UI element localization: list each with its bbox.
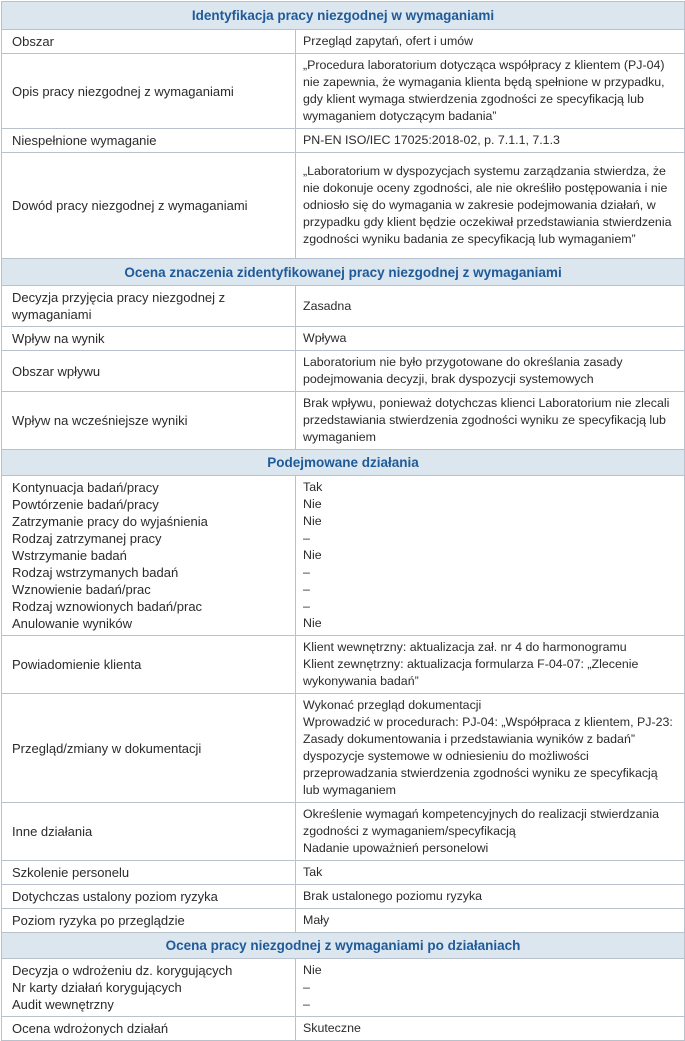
label-inne: Inne działania — [2, 803, 296, 861]
label-dowod: Dowód pracy niezgodnej z wymaganiami — [2, 153, 296, 259]
action-value: – — [303, 599, 310, 613]
other-action-line: Nadanie upoważnień personelowi — [303, 841, 489, 855]
other-action-line: Określenie wymagań kompetencyjnych do realizacji stwierdzania zgodności z wymaganiem/specyfikacją — [303, 807, 660, 838]
section-assessment: Ocena znaczenia zidentyfikowanej pracy niezgodnej z wymaganiami — [2, 259, 685, 286]
label-opis: Opis pracy niezgodnej z wymaganiami — [2, 54, 296, 129]
action-value: Nie — [303, 616, 322, 630]
action-value: – — [303, 565, 310, 579]
action-label: Wstrzymanie badań — [12, 548, 127, 563]
corrective-value: – — [303, 997, 310, 1011]
value-poziom-po: Mały — [296, 909, 685, 933]
actions-labels — [2, 476, 296, 636]
corrective-labels — [2, 959, 296, 1017]
actions-values — [296, 476, 685, 636]
corrective-label: Audit wewnętrzny — [12, 997, 114, 1012]
label-szkolenie: Szkolenie personelu — [2, 861, 296, 885]
documentation-line: Wykonać przegląd dokumentacji — [303, 698, 482, 712]
notification-line: Klient wewnętrzny: aktualizacja zał. nr 4 do harmonogramu — [303, 640, 627, 654]
value-powiadomienie — [296, 636, 685, 694]
corrective-values — [296, 959, 685, 1017]
label-przeglad: Przegląd/zmiany w dokumentacji — [2, 694, 296, 803]
action-label: Rodzaj wstrzymanych badań — [12, 565, 179, 580]
value-szkolenie: Tak — [296, 861, 685, 885]
corrective-label: Decyzja o wdrożeniu dz. korygujących — [12, 963, 233, 978]
action-label: Zatrzymanie pracy do wyjaśnienia — [12, 514, 208, 529]
action-value: Nie — [303, 497, 322, 511]
action-value: – — [303, 582, 310, 596]
action-label: Rodzaj zatrzymanej pracy — [12, 531, 162, 546]
action-label: Rodzaj wznowionych badań/prac — [12, 599, 203, 614]
value-niespelnione: PN-EN ISO/IEC 17025:2018-02, p. 7.1.1, 7.1.3 — [296, 129, 685, 153]
action-value: Tak — [303, 480, 323, 494]
documentation-line: Wprowadzić w procedurach: PJ-04: „Współpraca z klientem, PJ-23: Zasady dokumentowania i przedstawiania wyników z badań” dyspozycje systemowe w odniesieniu do możliwości przeprowadzania stwierdzenia zgodności wyniku ze specyfikacją lub wymaganiem — [303, 715, 673, 797]
value-wplyw-wynik: Wpływa — [296, 327, 685, 351]
label-wplyw-wczesniejsze: Wpływ na wcześniejsze wyniki — [2, 392, 296, 450]
nonconforming-work-table — [1, 1, 685, 1041]
action-value: Nie — [303, 548, 322, 562]
corrective-label: Nr karty działań korygujących — [12, 980, 182, 995]
corrective-value: – — [303, 980, 310, 994]
value-przeglad — [296, 694, 685, 803]
label-poziom-po: Poziom ryzyka po przeglądzie — [2, 909, 296, 933]
value-obszar-wplywu: Laboratorium nie było przygotowane do określania zasady podejmowania decyzji, brak dyspozycji systemowych — [296, 351, 685, 392]
value-obszar: Przegląd zapytań, ofert i umów — [296, 30, 685, 54]
action-label: Powtórzenie badań/pracy — [12, 497, 159, 512]
label-obszar-wplywu: Obszar wpływu — [2, 351, 296, 392]
label-wplyw-wynik: Wpływ na wynik — [2, 327, 296, 351]
value-dowod: „Laboratorium w dyspozycjach systemu zarządzania stwierdza, że nie dokonuje oceny zgodności, ale nie określiło postępowania i nie odniosło się do wymagania w zakresie podejmowania działań, w przypadku gdy klient będzie oczekiwał przedstawiania stwierdzenia zgodności wyniku badania ze specyfikacją lub wymaganiem” — [296, 153, 685, 259]
section-actions: Podejmowane działania — [2, 450, 685, 476]
section-after-actions: Ocena pracy niezgodnej z wymaganiami po działaniach — [2, 933, 685, 959]
action-value: Nie — [303, 514, 322, 528]
value-wplyw-wczesniejsze: Brak wpływu, ponieważ dotychczas klienci Laboratorium nie zlecali przedstawiania stwierdzenia zgodności wyniku ze specyfikacją lub wymaganiem — [296, 392, 685, 450]
label-niespelnione: Niespełnione wymaganie — [2, 129, 296, 153]
value-decyzja: Zasadna — [296, 286, 685, 327]
action-label: Anulowanie wyników — [12, 616, 132, 631]
label-dotychczas: Dotychczas ustalony poziom ryzyka — [2, 885, 296, 909]
label-obszar: Obszar — [2, 30, 296, 54]
label-ocena-wdrozonych: Ocena wdrożonych działań — [2, 1017, 296, 1041]
value-dotychczas: Brak ustalonego poziomu ryzyka — [296, 885, 685, 909]
corrective-value: Nie — [303, 963, 322, 977]
label-decyzja: Decyzja przyjęcia pracy niezgodnej z wymaganiami — [2, 286, 296, 327]
label-powiadomienie: Powiadomienie klienta — [2, 636, 296, 694]
value-opis: „Procedura laboratorium dotycząca współpracy z klientem (PJ-04) nie zapewnia, że wymagania klienta będą spełnione w przypadku, gdy klient wymaga stwierdzenia zgodności ze specyfikacją lub wymaganiem dotyczącym badania” — [296, 54, 685, 129]
action-label: Kontynuacja badań/pracy — [12, 480, 159, 495]
action-label: Wznowienie badań/prac — [12, 582, 151, 597]
notification-line: Klient zewnętrzny: aktualizacja formularza F-04-07: „Zlecenie wykonywania badań” — [303, 657, 639, 688]
section-identification: Identyfikacja pracy niezgodnej w wymaganiami — [2, 2, 685, 30]
value-inne — [296, 803, 685, 861]
value-ocena-wdrozonych: Skuteczne — [296, 1017, 685, 1041]
action-value: – — [303, 531, 310, 545]
